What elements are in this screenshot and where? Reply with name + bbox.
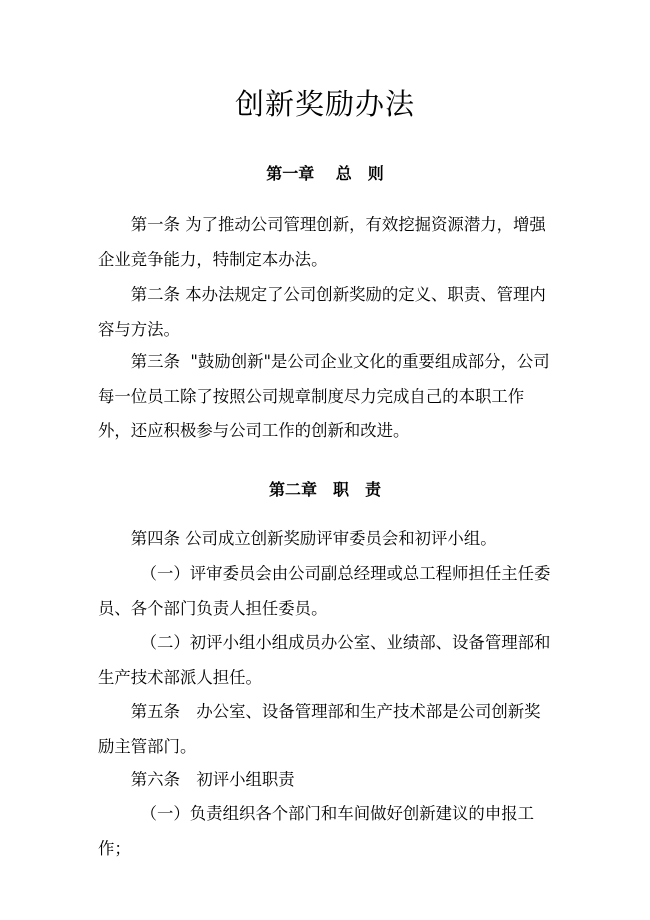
- article-number: 第四条: [130, 529, 186, 548]
- chapter-heading-1: 第一章 总 则: [266, 164, 384, 183]
- document-title: 创新奖励办法: [234, 87, 415, 121]
- clause-text: （一）评审委员会由公司副总经理或总工程师担任主任委员、各个部门负责人担任委员。: [98, 564, 551, 618]
- article-text: 办公室、设备管理部和生产技术部是公司创新奖励主管部门。: [98, 702, 541, 756]
- article-text: 公司成立创新奖励评审委员会和初评小组。: [185, 529, 497, 548]
- clause-1: [98, 557, 554, 626]
- clause-2: [98, 626, 554, 695]
- article-text: 初评小组职责: [196, 770, 295, 789]
- article-number: 第三条: [130, 352, 191, 371]
- clause-3: [98, 797, 554, 866]
- article-1: [98, 208, 554, 277]
- article-4: [98, 522, 554, 557]
- article-2: [98, 278, 554, 347]
- article-text: "鼓励创新"是公司企业文化的重要组成部分，公司每一位员工除了按照公司规章制度尽力完成自己的本职工作外，还应积极参与公司工作的创新和改进。: [98, 352, 550, 440]
- article-6: [98, 763, 554, 798]
- clause-text: （一）负责组织各个部门和车间做好创新建议的申报工作；: [98, 804, 534, 858]
- article-number: 第一条: [130, 215, 186, 234]
- article-text: 为了推动公司管理创新，有效挖掘资源潜力，增强企业竞争能力，特制定本办法。: [98, 215, 546, 269]
- article-text: 本办法规定了公司创新奖励的定义、职责、管理内容与方法。: [98, 285, 546, 339]
- article-5: [98, 695, 554, 764]
- article-number: 第六条: [130, 770, 197, 789]
- article-number: 第五条: [130, 702, 197, 721]
- clause-text: （二）初评小组小组成员办公室、业绩部、设备管理部和生产技术部派人担任。: [98, 633, 551, 687]
- chapter-heading-2: 第二章 职 责: [268, 480, 381, 499]
- article-number: 第二条: [130, 285, 186, 304]
- article-3: [98, 345, 554, 449]
